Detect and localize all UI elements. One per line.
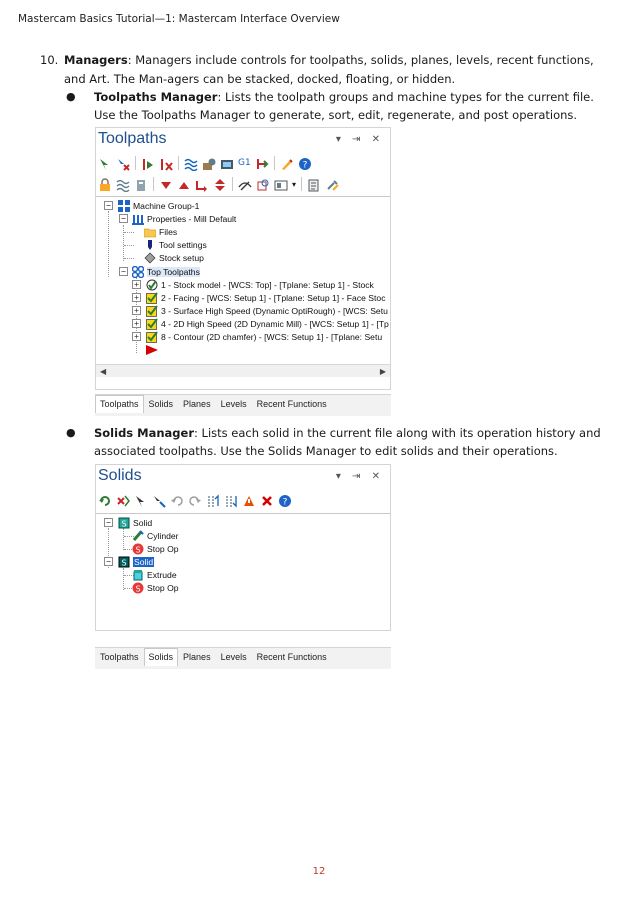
toolpaths-manager-panel bbox=[95, 127, 391, 390]
panel-title: Toolpaths bbox=[98, 130, 167, 147]
expand-collapse-machine-group[interactable]: − bbox=[104, 201, 113, 210]
tree-node-files[interactable] bbox=[144, 225, 177, 238]
expand-operation-1[interactable]: + bbox=[132, 280, 141, 289]
document-header: Mastercam Basics Tutorial—1: Mastercam Interface Overview bbox=[18, 13, 340, 25]
tab-solids[interactable]: Solids bbox=[144, 648, 179, 666]
tree-node-label: 4 - 2D High Speed (2D Dynamic Mill) - [WCS: Setup 1] - [Tp bbox=[161, 318, 389, 329]
solid-icon bbox=[118, 556, 130, 568]
help-icon[interactable] bbox=[278, 493, 292, 507]
select-invalid-icon[interactable] bbox=[116, 156, 130, 170]
tree-node-label: Properties - Mill Default bbox=[147, 213, 237, 224]
toggle-display-icon[interactable] bbox=[116, 177, 130, 191]
solids-manager-description: : Lists each solid in the current file along with its operation history and associated toolpaths. Use the Solids Manager to edit solids and their operations. bbox=[94, 426, 601, 458]
operation-check-icon bbox=[146, 331, 158, 343]
bullet-dot: ● bbox=[66, 90, 76, 103]
tree-node-operation-1[interactable] bbox=[146, 278, 374, 291]
display-toolpath-icon[interactable] bbox=[256, 177, 270, 191]
cylinder-icon bbox=[132, 530, 144, 542]
expand-collapse-properties[interactable]: − bbox=[119, 214, 128, 223]
solids-manager-panel bbox=[95, 464, 391, 631]
tree-node-label: 8 - Contour (2D chamfer) - [WCS: Setup 1] - [Tplane: Setu bbox=[161, 331, 383, 342]
tab-solids[interactable]: Solids bbox=[148, 399, 174, 409]
regenerate-selected-icon[interactable] bbox=[141, 156, 155, 170]
verify-icon[interactable] bbox=[202, 156, 216, 170]
redo-icon[interactable] bbox=[188, 493, 202, 507]
tree-node-properties[interactable] bbox=[132, 212, 236, 225]
insert-arrow-marker bbox=[146, 343, 161, 356]
undo-icon[interactable] bbox=[170, 493, 184, 507]
properties-icon bbox=[132, 213, 144, 225]
select-all-icon[interactable] bbox=[98, 156, 112, 170]
post-settings-icon[interactable] bbox=[307, 177, 321, 191]
toolbar-row-1 bbox=[98, 154, 312, 172]
tab-levels[interactable]: Levels bbox=[220, 399, 247, 409]
tree-node-extrude[interactable] bbox=[132, 568, 177, 581]
expand-operation-2[interactable]: + bbox=[132, 293, 141, 302]
show-hidden-icon[interactable] bbox=[238, 177, 252, 191]
expand-operation-8[interactable]: + bbox=[132, 332, 141, 341]
toggle-stop-op-icon[interactable] bbox=[242, 493, 256, 507]
tree-node-stop-op-2[interactable] bbox=[132, 581, 179, 594]
move-operations-up-icon[interactable] bbox=[206, 493, 220, 507]
list-item-managers bbox=[40, 51, 610, 89]
toggle-posting-icon[interactable] bbox=[134, 177, 148, 191]
bullet-dot: ● bbox=[66, 426, 76, 439]
extrude-icon bbox=[132, 569, 144, 581]
expand-collapse-solid-2[interactable]: − bbox=[104, 557, 113, 566]
tab-recent-functions[interactable]: Recent Functions bbox=[256, 652, 327, 662]
tree-node-label: 2 - Facing - [WCS: Setup 1] - [Tplane: Setup 1] - Face Stoc bbox=[161, 292, 386, 303]
tab-toolpaths[interactable]: Toolpaths bbox=[100, 652, 139, 662]
operation-check-icon bbox=[146, 292, 158, 304]
panel-window-controls[interactable]: ▾ ⇥ ✕ bbox=[335, 134, 384, 145]
tree-node-operation-8[interactable] bbox=[146, 330, 382, 343]
solids-toolbar bbox=[98, 491, 292, 509]
tree-node-solid-1[interactable] bbox=[118, 516, 152, 529]
svg-text:?: ? bbox=[282, 497, 288, 508]
scroll-right-icon[interactable]: ▶ bbox=[379, 367, 386, 376]
operation-check-icon bbox=[146, 318, 158, 330]
delete-operations-icon[interactable] bbox=[280, 156, 294, 170]
move-down-icon[interactable] bbox=[159, 177, 173, 191]
expand-collapse-top-toolpaths[interactable]: − bbox=[119, 267, 128, 276]
move-up-icon[interactable] bbox=[177, 177, 191, 191]
select-faces-icon[interactable] bbox=[152, 493, 166, 507]
panel-title: Solids bbox=[98, 467, 142, 484]
managers-description: : Managers include controls for toolpaths, solids, planes, levels, recent functions, and Art. The Man-agers can be stacked, docked, floating, or hidden. bbox=[64, 53, 594, 86]
tree-node-operation-2[interactable] bbox=[146, 291, 386, 304]
delete-icon[interactable] bbox=[260, 493, 274, 507]
tree-node-stock-setup[interactable] bbox=[144, 251, 204, 264]
toolpaths-tree bbox=[96, 196, 390, 363]
panel-window-controls[interactable]: ▾ ⇥ ✕ bbox=[335, 471, 384, 482]
tool-manager-icon[interactable] bbox=[325, 177, 339, 191]
tab-toolpaths[interactable]: Toolpaths bbox=[95, 395, 144, 413]
page-number: 12 bbox=[312, 866, 326, 877]
tree-node-machine-group[interactable] bbox=[118, 199, 199, 212]
tab-recent-functions[interactable]: Recent Functions bbox=[256, 399, 327, 409]
solids-tree bbox=[96, 513, 390, 630]
operation-check-icon bbox=[146, 305, 158, 317]
bullet-solids-manager bbox=[66, 424, 606, 460]
tab-planes[interactable]: Planes bbox=[183, 399, 211, 409]
tree-node-operation-4[interactable] bbox=[146, 317, 389, 330]
tree-node-label: Tool settings bbox=[159, 239, 207, 250]
tree-node-label: Stock setup bbox=[159, 252, 204, 263]
help-icon[interactable] bbox=[298, 156, 312, 170]
svg-text:S: S bbox=[121, 558, 127, 567]
g1-post-icon[interactable]: G1 bbox=[238, 158, 251, 168]
tree-node-label: Files bbox=[159, 226, 178, 237]
scroll-left-icon[interactable]: ◀ bbox=[100, 367, 107, 376]
highfeed-icon[interactable] bbox=[255, 156, 269, 170]
tab-planes[interactable]: Planes bbox=[183, 652, 211, 662]
stock-setup-icon bbox=[144, 252, 156, 264]
tree-node-label: 1 - Stock model - [WCS: Top] - [Tplane: Setup 1] - Stock bbox=[161, 279, 374, 290]
tree-node-label: Extrude bbox=[147, 569, 177, 580]
folder-icon bbox=[144, 226, 156, 238]
stock-model-icon bbox=[146, 279, 158, 291]
svg-text:S: S bbox=[135, 584, 141, 593]
scroll-to-insert-icon[interactable] bbox=[213, 177, 227, 191]
tree-node-label: 3 - Surface High Speed (Dynamic OptiRough) - [WCS: Setu bbox=[161, 305, 388, 316]
horizontal-scrollbar[interactable] bbox=[96, 364, 390, 377]
toolpath-group-icon bbox=[132, 266, 144, 278]
svg-text:?: ? bbox=[302, 160, 308, 171]
expand-collapse-solid-1[interactable]: − bbox=[104, 518, 113, 527]
list-number: 10. bbox=[40, 53, 59, 67]
tree-node-label: Stop Op bbox=[147, 582, 179, 593]
toolbar-row-2 bbox=[98, 175, 339, 193]
display-options-dropdown-icon[interactable]: ▾ bbox=[292, 179, 297, 189]
tree-node-stop-op-1[interactable] bbox=[132, 542, 179, 555]
manager-tabs bbox=[95, 648, 332, 666]
tree-node-label: Top Toolpaths bbox=[147, 266, 200, 277]
tree-node-label: Solid bbox=[133, 517, 153, 528]
term-managers: Managers bbox=[64, 53, 128, 67]
tree-node-label: Machine Group-1 bbox=[133, 200, 200, 211]
toolpaths-manager-description: : Lists the toolpath groups and machine types for the current file. Use the Toolpaths Manager to generate, sort, edit, regenerate, and post operations. bbox=[94, 90, 594, 122]
tree-node-operation-3[interactable] bbox=[146, 304, 388, 317]
expand-operation-4[interactable]: + bbox=[132, 319, 141, 328]
stop-op-icon bbox=[132, 543, 144, 555]
insert-arrow-icon[interactable] bbox=[195, 177, 209, 191]
tool-settings-icon bbox=[144, 239, 156, 251]
tree-node-tool-settings[interactable] bbox=[144, 238, 207, 251]
insert-arrow-icon bbox=[146, 344, 158, 356]
tree-node-label: Solid bbox=[134, 556, 154, 567]
term-toolpaths-manager: Toolpaths Manager bbox=[94, 90, 218, 104]
expand-operation-3[interactable]: + bbox=[132, 306, 141, 315]
tree-node-solid-2[interactable] bbox=[118, 555, 154, 568]
lock-icon[interactable] bbox=[98, 177, 112, 191]
tree-node-label: Cylinder bbox=[147, 530, 179, 541]
regenerate-all-icon[interactable] bbox=[98, 493, 112, 507]
tree-node-cylinder[interactable] bbox=[132, 529, 179, 542]
regenerate-dirty-icon[interactable] bbox=[116, 493, 130, 507]
simulate-icon[interactable] bbox=[220, 156, 234, 170]
tree-node-top-toolpaths[interactable] bbox=[132, 265, 200, 278]
backplot-icon[interactable] bbox=[184, 156, 198, 170]
move-operations-down-icon[interactable] bbox=[224, 493, 238, 507]
stop-op-icon bbox=[132, 582, 144, 594]
svg-text:S: S bbox=[135, 545, 141, 554]
regenerate-dirty-icon[interactable] bbox=[159, 156, 173, 170]
manager-tabs bbox=[95, 395, 332, 413]
machine-group-icon bbox=[118, 200, 130, 212]
display-options-icon[interactable] bbox=[274, 177, 288, 191]
solid-icon bbox=[118, 517, 130, 529]
bullet-toolpaths-manager bbox=[66, 88, 606, 124]
term-solids-manager: Solids Manager bbox=[94, 426, 195, 440]
select-all-icon[interactable] bbox=[134, 493, 148, 507]
tree-node-label: Stop Op bbox=[147, 543, 179, 554]
tab-levels[interactable]: Levels bbox=[220, 652, 247, 662]
svg-text:S: S bbox=[121, 519, 127, 528]
